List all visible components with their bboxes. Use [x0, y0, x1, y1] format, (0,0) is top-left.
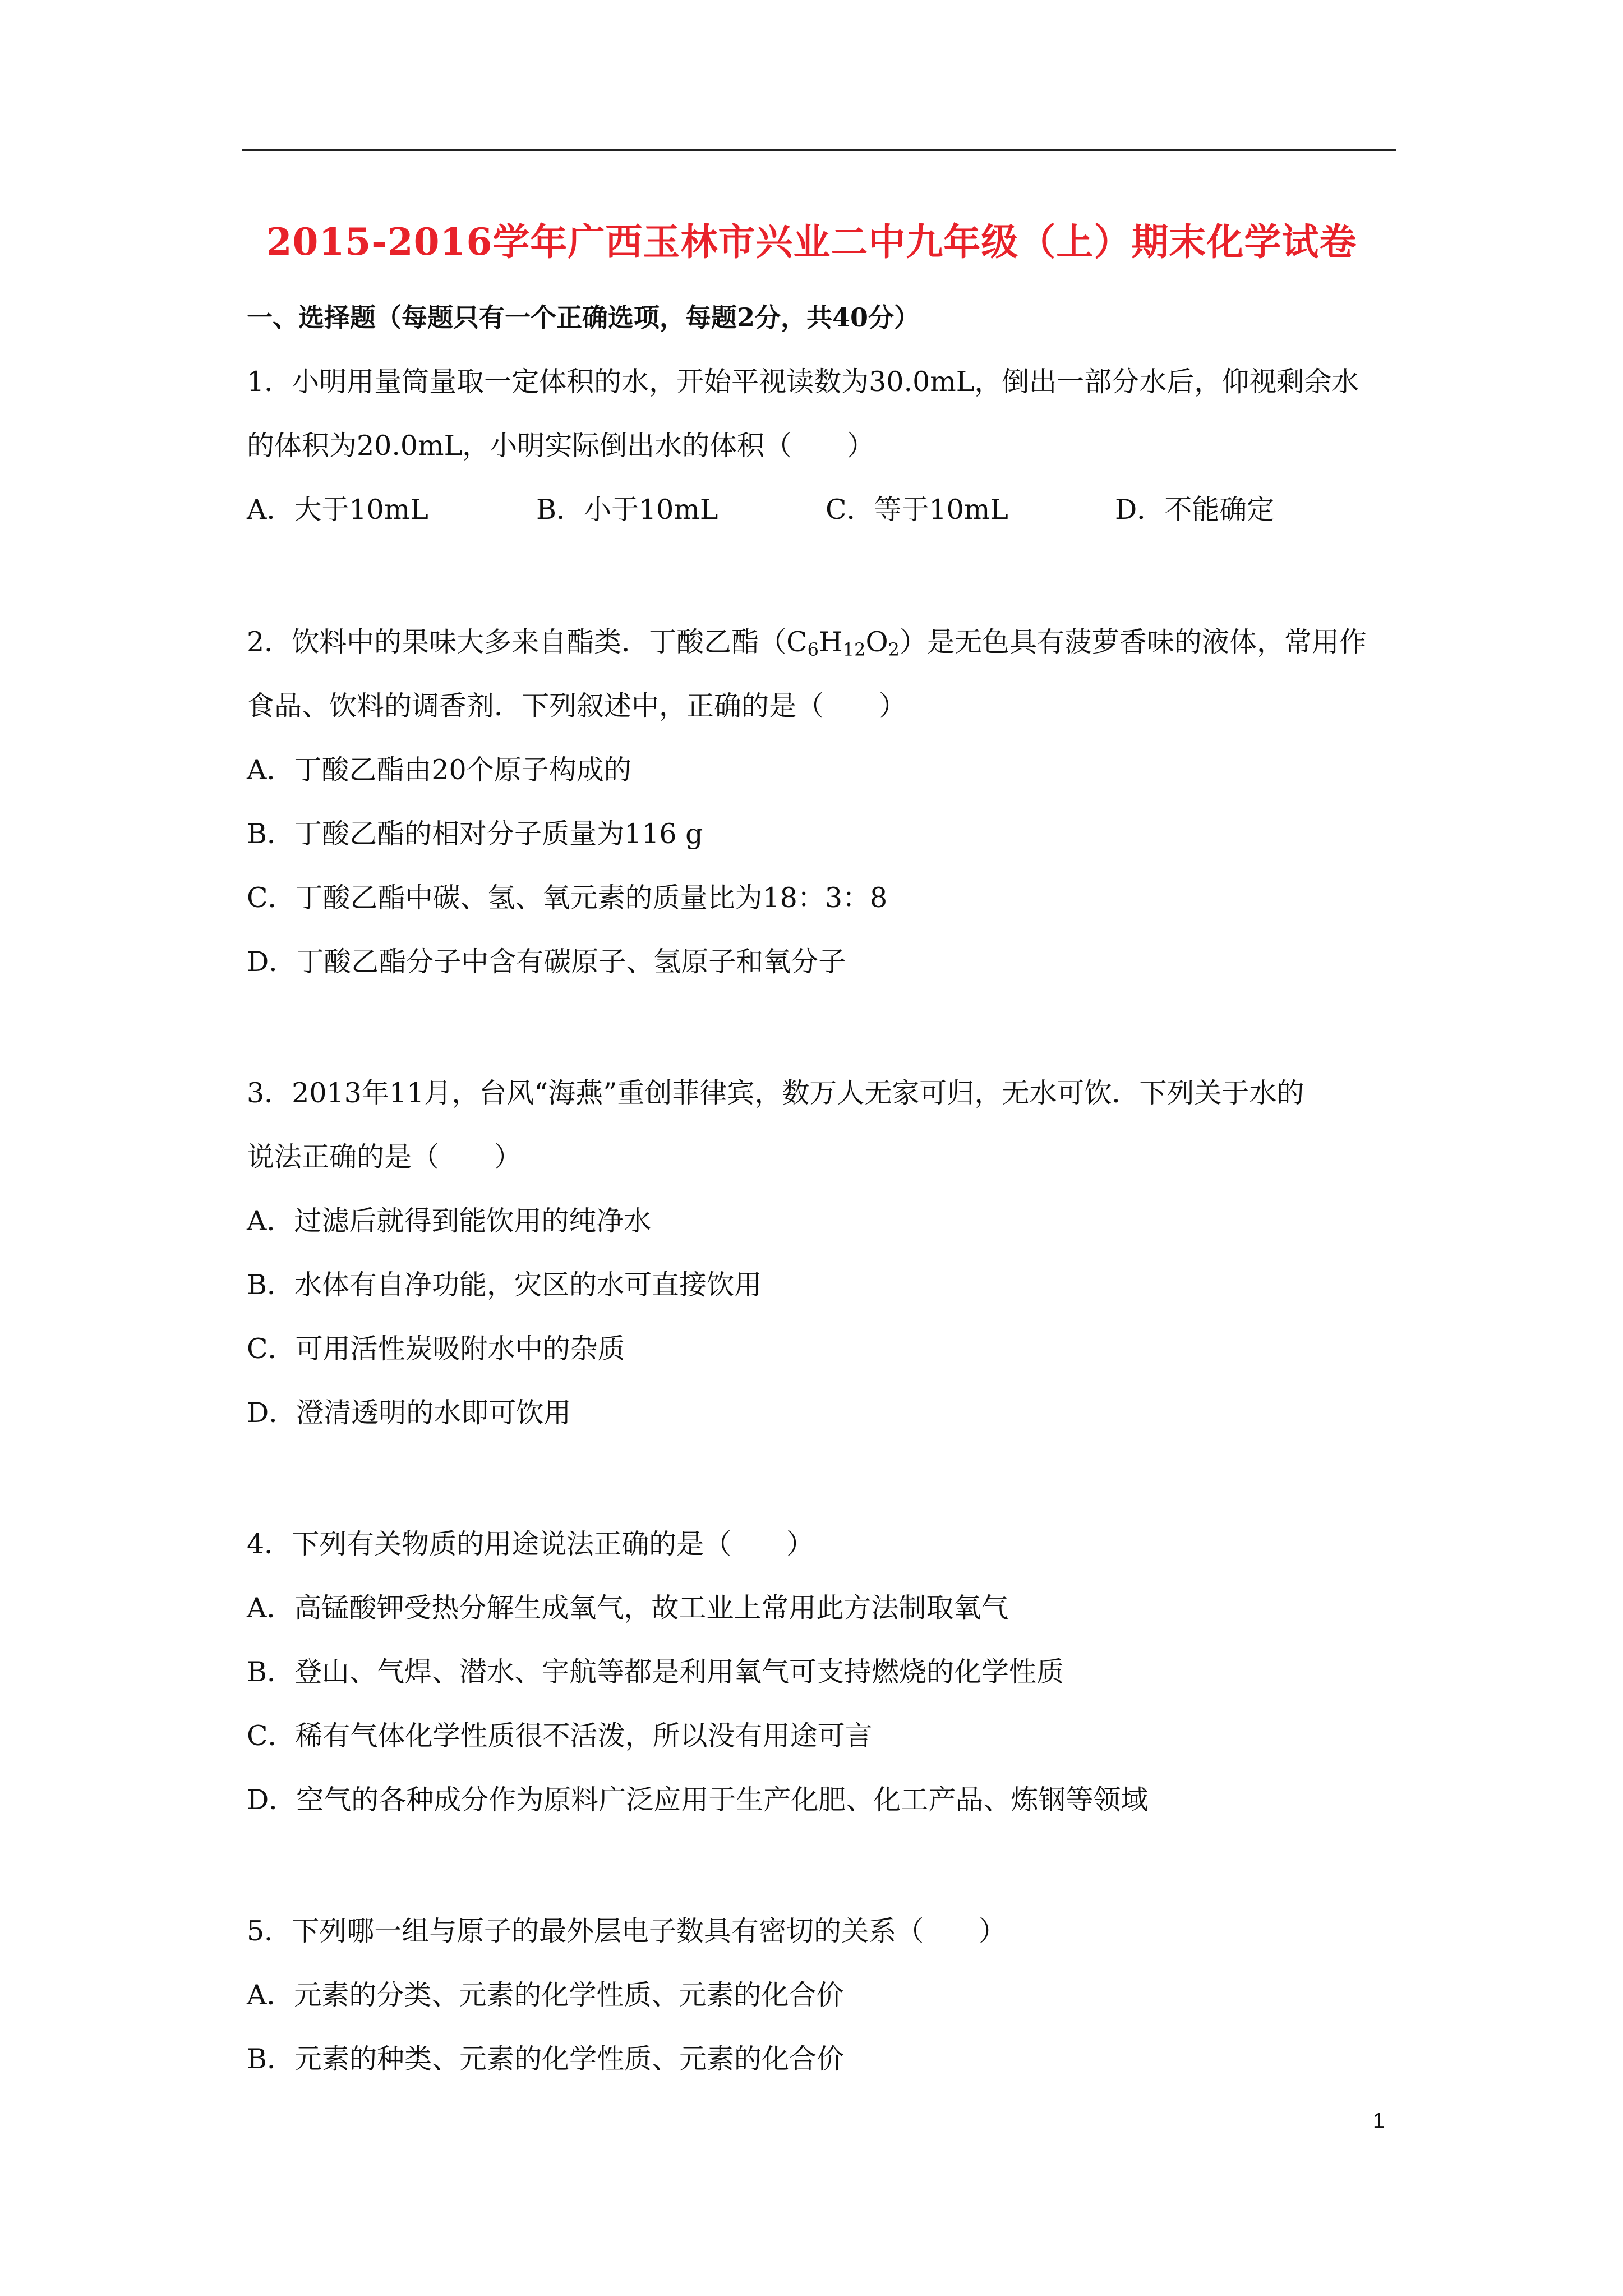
formula-sub-h: 12 [842, 639, 866, 660]
q2-stem-pre: 2．饮料中的果味大多来自酯类．丁酸乙酯（C [247, 626, 808, 658]
q2-stem-line1 [247, 620, 1367, 660]
q4-option-d: D．空气的各种成分作为原料广泛应用于生产化肥、化工产品、炼钢等领域 [247, 1784, 1149, 1816]
formula-sub-c: 6 [807, 639, 819, 660]
q1-option-c: C．等于10mL [826, 494, 1008, 526]
q1-option-d: D．不能确定 [1115, 494, 1275, 526]
formula-h: H [819, 626, 843, 658]
formula-o: O [865, 626, 888, 658]
q4-stem-line1: 4．下列有关物质的用途说法正确的是（ ） [247, 1528, 814, 1560]
q3-option-a: A．过滤后就得到能饮用的纯净水 [247, 1205, 652, 1237]
q2-option-b: B．丁酸乙酯的相对分子质量为116 g [247, 818, 703, 850]
q5-stem-line1: 5．下列哪一组与原子的最外层电子数具有密切的关系（ ） [247, 1915, 1007, 1947]
page-number: 1 [1373, 2109, 1385, 2133]
q2-option-c: C．丁酸乙酯中碳、氢、氧元素的质量比为18：3：8 [247, 882, 888, 914]
exam-title: 2015-2016学年广西玉林市兴业二中九年级（上）期末化学试卷 [266, 220, 1357, 264]
q1-stem-line2: 的体积为20.0mL，小明实际倒出水的体积（ ） [247, 430, 875, 462]
q5-option-a: A．元素的分类、元素的化学性质、元素的化合价 [247, 1979, 844, 2011]
q2-stem-post: ）是无色具有菠萝香味的液体，常用作 [900, 626, 1367, 658]
q3-stem-line1: 3．2013年11月，台风“海燕”重创菲律宾，数万人无家可归，无水可饮．下列关于水的 [247, 1077, 1304, 1109]
q4-option-a: A．高锰酸钾受热分解生成氧气，故工业上常用此方法制取氧气 [247, 1592, 1009, 1624]
q2-option-d: D．丁酸乙酯分子中含有碳原子、氢原子和氧分子 [247, 946, 846, 978]
q1-option-b: B．小于10mL [536, 494, 718, 526]
section-heading: 一、选择题（每题只有一个正确选项，每题2分，共40分） [247, 302, 920, 333]
q4-option-b: B．登山、气焊、潜水、宇航等都是利用氧气可支持燃烧的化学性质 [247, 1656, 1064, 1688]
q2-option-a: A．丁酸乙酯由20个原子构成的 [247, 754, 631, 786]
q3-option-b: B．水体有自净功能，灾区的水可直接饮用 [247, 1269, 762, 1301]
q1-stem-line1: 1．小明用量筒量取一定体积的水，开始平视读数为30.0mL，倒出一部分水后，仰视剩余水 [247, 366, 1359, 398]
q3-option-d: D．澄清透明的水即可饮用 [247, 1397, 571, 1429]
formula-sub-o: 2 [888, 639, 900, 660]
q1-option-a: A．大于10mL [247, 494, 428, 526]
header-rule [242, 149, 1396, 151]
q5-option-b: B．元素的种类、元素的化学性质、元素的化合价 [247, 2043, 845, 2075]
q2-stem-line2: 食品、饮料的调香剂．下列叙述中，正确的是（ ） [247, 690, 907, 722]
q4-option-c: C．稀有气体化学性质很不活泼，所以没有用途可言 [247, 1720, 873, 1752]
q3-option-c: C．可用活性炭吸附水中的杂质 [247, 1333, 625, 1365]
q3-stem-line2: 说法正确的是（ ） [247, 1141, 522, 1173]
